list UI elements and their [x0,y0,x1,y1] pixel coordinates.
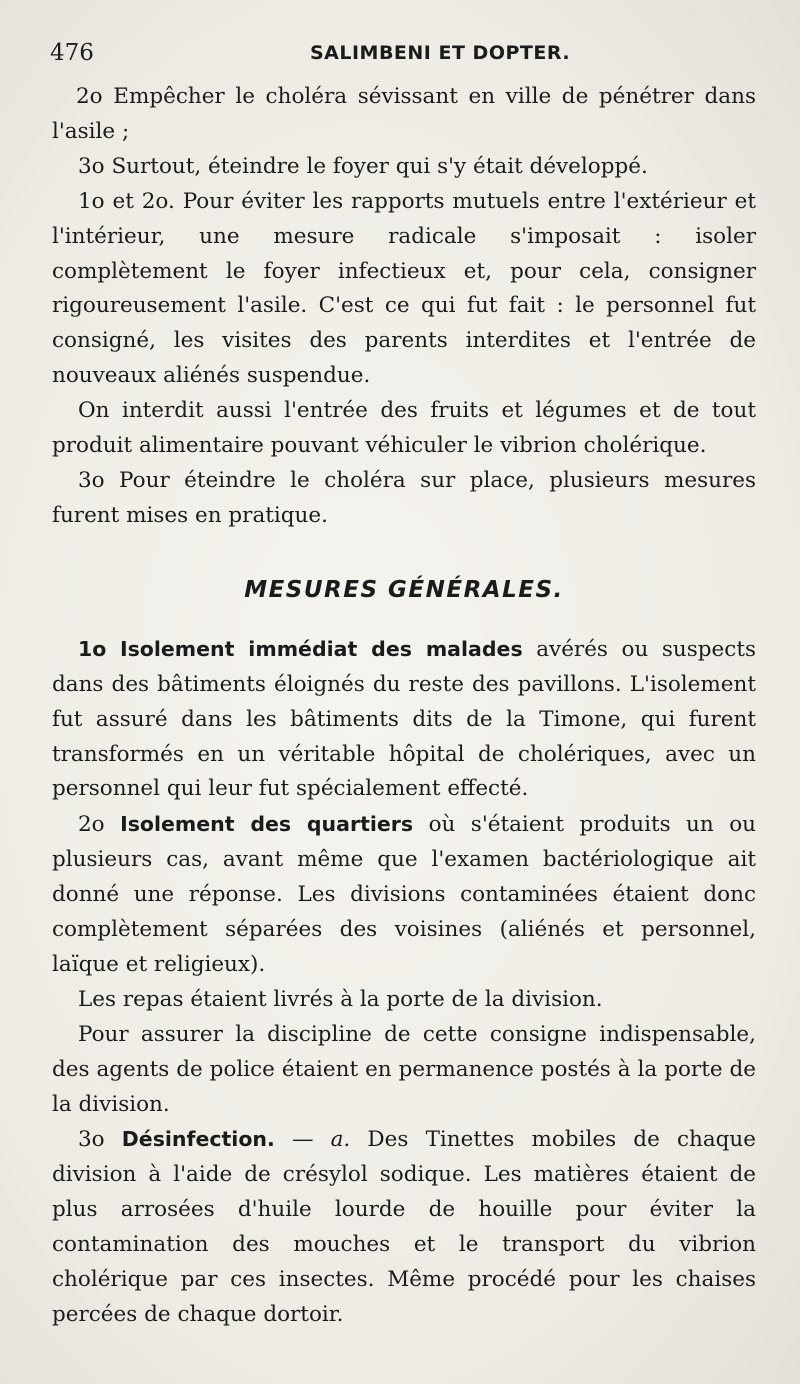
measure-number: 3o [78,1127,105,1153]
paragraph: 3o Pour éteindre le choléra sur place, plusieurs mesures furent mises en pratique. [52,467,756,528]
paragraph: 1o et 2o. Pour éviter les rapports mutuels entre l'extérieur et l'intérieur, une mesure radicale s'imposait : isoler complètement le foyer infectieux et, pour cela, consigner rigoureusement l'asile. C'est ce qui fut fait : le personnel fut consigné, les visites des parents interdites et l'entrée de nouveaux aliénés suspendue. [52,188,756,389]
paragraph: 2o Empêcher le choléra sévissant en ville de pénétrer dans l'asile ; [52,84,756,144]
running-head: SALIMBENI ET DOPTER. [309,42,571,64]
measure-item-letter: a. [330,1127,351,1153]
measure-number: 2o [78,812,105,838]
measure-number: 1o [78,636,107,661]
measure-lead: Désinfection. [121,1127,275,1152]
page-body [52,80,756,1333]
section-title: MESURES GÉNÉRALES. [244,576,564,603]
measure-lead: Isolement immédiat des malades [119,636,523,661]
paragraph: On interdit aussi l'entrée des fruits et légumes et de tout produit alimentaire pouvant véhiculer le vibrion cholérique. [52,398,756,459]
measure-paragraph [52,632,756,808]
measure-lead: Isolement des quartiers [120,812,414,837]
measure-text: Des Tinettes mobiles de chaque division à l'aide de crésylol sodique. Les matières étaient de plus arrosées d'huile lourde de houille pour éviter la contamination des mouches et le transport du vibrion cholérique par ces insectes. Même procédé pour les chaises percées de chaque dortoir. [52,1127,756,1327]
measure-paragraph [52,1122,756,1332]
measure-text: avérés ou suspects dans des bâtiments éloignés du reste des pavillons. L'isolement fut assuré dans les bâtiments dits de la Timone, qui furent transformés en un véritable hôpital de cholériques, avec un personnel qui leur fut spécialement effecté. [52,636,756,802]
measure-text: où s'étaient produits un ou plusieurs cas, avant même que l'examen bactériologique ait donné une réponse. Les divisions contaminées étaient donc complètement séparées des voisines (aliénés et personnel, laïque et religieux). [52,812,756,977]
page-header [50,36,760,70]
measure-dash: — [274,1127,331,1153]
measure-paragraph [52,807,756,983]
paragraph: Les repas étaient livrés à la porte de la division. [78,986,603,1012]
page-number: 476 [50,40,94,66]
paragraph: 3o Surtout, éteindre le foyer qui s'y était développé. [78,153,648,179]
paragraph: Pour assurer la discipline de cette consigne indispensable, des agents de police étaient en permanence postés à la porte de la division. [52,1021,756,1117]
